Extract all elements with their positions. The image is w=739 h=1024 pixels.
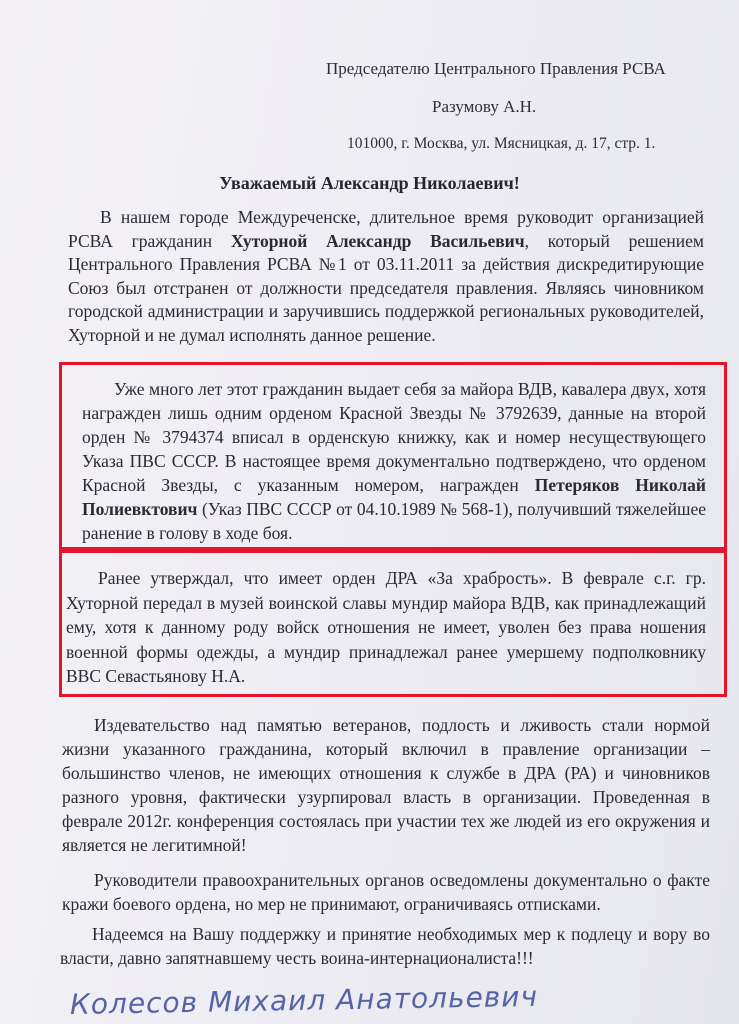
handwritten-signature: Колесов Михаил Анатольевич — [69, 979, 539, 1021]
paragraph-4: Издевательство над памятью ветеранов, подлость и лживость стали нормой жизни указанного гражданина, который включил в правление организации – большинство членов, не имеющих отношения к службе в ДРА (РА) и чиновников разного уровня, фактически узурпировал власть в организации. Проведенная в феврале 2012г. конференция состоялась при участии тех же людей из его окружения и является не легитимной! — [62, 715, 710, 855]
paragraph-1-text-a: В нашем городе Междуреченске, длительное время руководит организацией РСВА гражданин — [68, 207, 704, 251]
highlight-box-1 — [59, 362, 727, 550]
accused-name: Хуторной Александр Васильевич — [230, 230, 525, 251]
recipient-title: Председателю Центрального Правления РСВА — [326, 59, 666, 78]
awarded-name: Петеряков Николай Полиевктович — [82, 475, 706, 519]
paragraph-2-text-a: Уже много лет этот гражданин выдает себя за майора ВДВ, кавалера двух, хотя награжден лишь одним орденом Красной Звезды № 3792639, данные на второй орден № 3794374 вписал в орденскую книжку, как и номер несуществующего Указа ПВС СССР. В настоящее время документально подтверждено, что орденом Красной Звезды, с указанным номером, награжден — [82, 379, 706, 495]
paragraph-2-text-b: (Указ ПВС СССР от 04.10.1989 № 568-1), получивший тяжелейшее ранение в голову в ходе боя. — [82, 499, 706, 543]
highlight-box-2 — [59, 550, 727, 697]
paragraph-6: Надеемся на Вашу поддержку и принятие необходимых мер к подлецу и вору во власти, давно запятнавшему честь воина-интернационалиста!!! — [60, 924, 710, 968]
salutation: Уважаемый Александр Николаевич! — [219, 173, 520, 193]
recipient-name: Разумову А.Н. — [432, 97, 537, 116]
paragraph-1 — [68, 206, 704, 347]
paragraph-3: Ранее утверждал, что имеет орден ДРА «За храбрость». В феврале с.г. гр. Хуторной передал в музей воинской славы мундир майора ВДВ, как принадлежащий ему, хотя к данному роду войск отношения не имеет, уволен без права ношения военной формы одежды, а мундир принадлежал ранее умершему подполковнику ВВС Севастьянову Н.А. — [66, 568, 706, 686]
paragraph-5: Руководители правоохранительных органов осведомлены документально о факте кражи боевого ордена, но мер не принимают, ограничиваясь отписками. — [62, 870, 710, 914]
paragraph-1-text-b: , который решением Центрального Правления РСВА №1 от 03.11.2011 за действия дискредитирующие Союз был отстранен от должности председателя правления. Являясь чиновником городской администрации и заручившись поддержкой региональных руководителей, Хуторной и не думал исполнять данное решение. — [68, 230, 704, 345]
recipient-address: 101000, г. Москва, ул. Мясницкая, д. 17, стр. 1. — [347, 135, 656, 152]
